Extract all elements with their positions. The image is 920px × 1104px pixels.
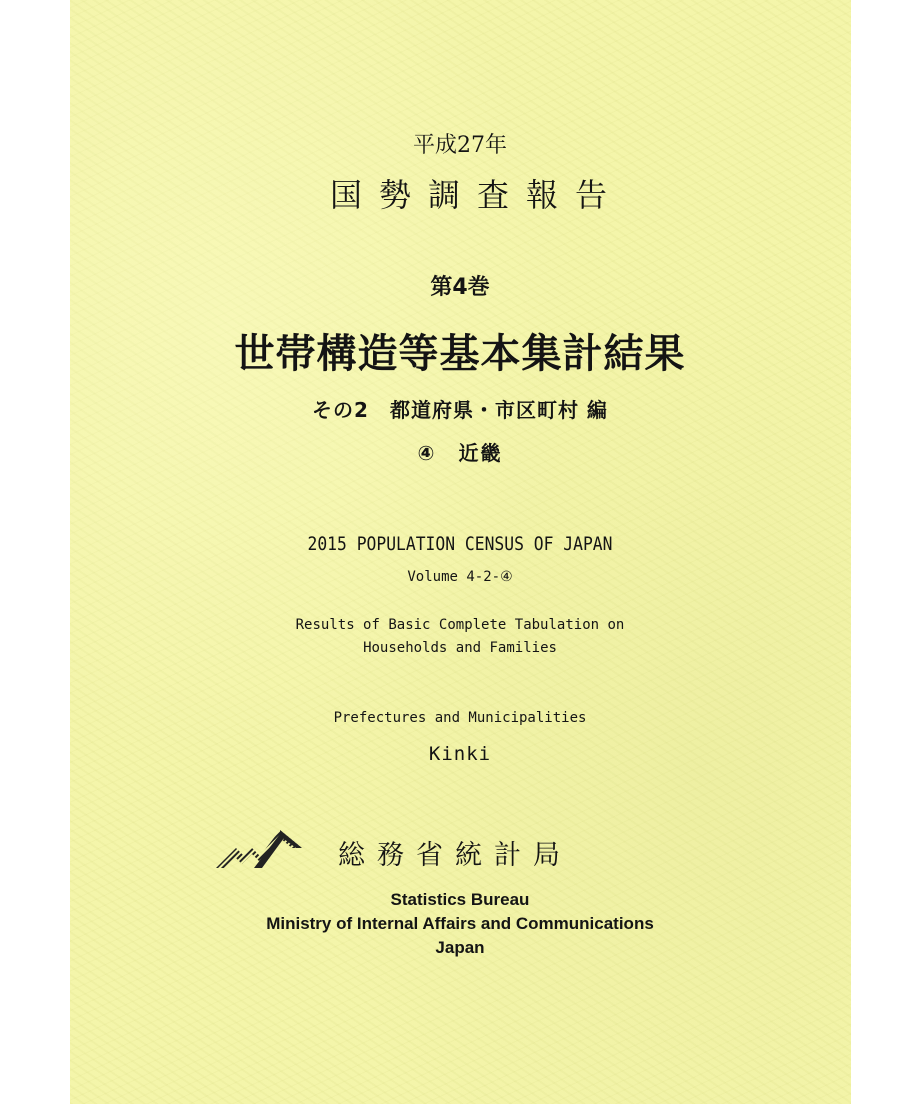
country-name-english: Japan — [435, 938, 485, 957]
results-english-line2: Households and Families — [363, 640, 557, 656]
region-english: Kinki — [428, 743, 492, 765]
bureau-name-japanese: 総務省統計局 — [338, 840, 572, 871]
era-year: 平成27年 — [413, 133, 507, 158]
report-title: 国勢調査報告 — [329, 176, 624, 214]
results-english-line1: Results of Basic Complete Tabulation on — [295, 617, 625, 633]
bureau-name-english: Statistics Bureau — [390, 890, 530, 909]
census-title-english: 2015 POPULATION CENSUS OF JAPAN — [307, 533, 613, 555]
ministry-name-english: Ministry of Internal Affairs and Communications — [266, 914, 654, 933]
volume-number: 第4巻 — [430, 275, 490, 300]
main-title: 世帯構造等基本集計結果 — [234, 331, 686, 377]
part-subtitle: その2 都道府県・市区町村 編 — [312, 398, 608, 422]
prefectures-english: Prefectures and Municipalities — [333, 710, 587, 726]
volume-english: Volume 4-2-④ — [407, 569, 513, 585]
region-japanese: ④ 近畿 — [417, 441, 503, 465]
statistics-bureau-logo-icon — [214, 824, 304, 870]
